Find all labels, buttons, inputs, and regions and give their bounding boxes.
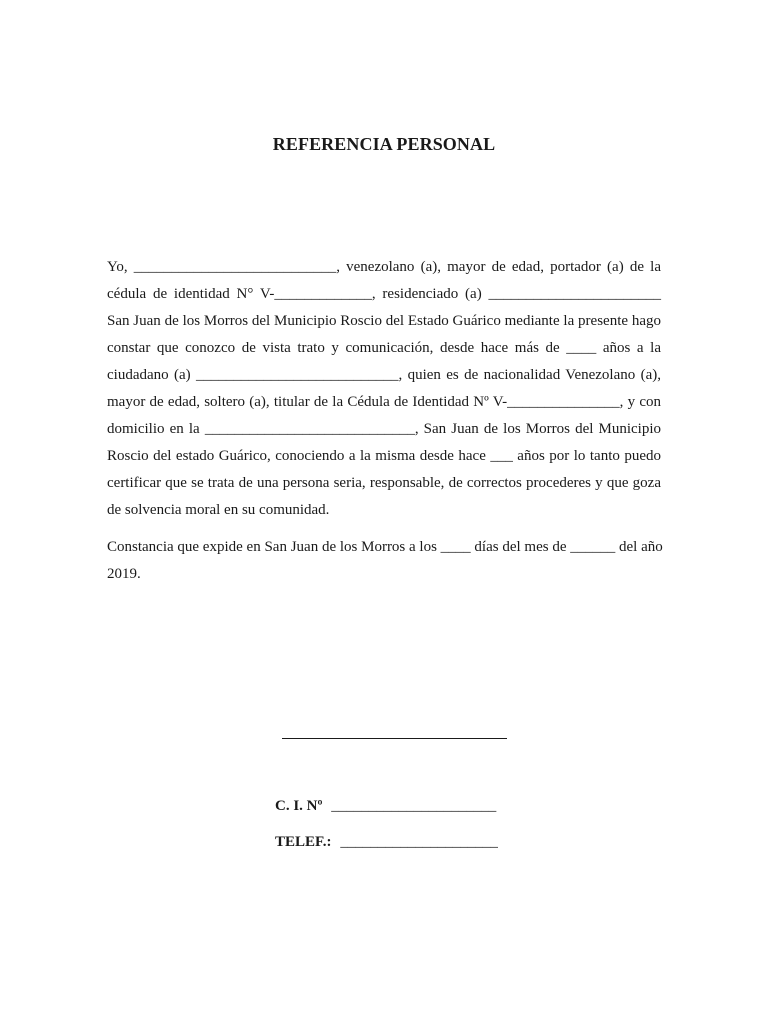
reference-paragraph [107,254,661,524]
document-title: REFERENCIA PERSONAL [272,134,496,154]
paragraph-line: 2019. [107,566,141,582]
paragraph-line: mayor de edad, soltero (a), titular de la Cédula de Identidad Nº V-_______________, y con [107,394,661,410]
paragraph-line: Yo, ___________________________, venezolano (a), mayor de edad, portador (a) de la [107,259,661,275]
ci-blank: ______________________ [331,798,497,814]
paragraph-line: San Juan de los Morros del Municipio Roscio del Estado Guárico mediante la presente hago [107,313,661,329]
ci-field [275,798,496,815]
signature-line [282,726,507,739]
ci-label: C. I. Nº [275,798,323,814]
telephone-label: TELEF.: [275,834,332,850]
telephone-blank: _____________________ [340,834,498,850]
paragraph-line: Roscio del estado Guárico, conociendo a la misma desde hace ___ años por lo tanto puedo [107,448,661,464]
paragraph-line: constar que conozco de vista trato y comunicación, desde hace más de ____ años a la [107,340,661,356]
issuance-paragraph [107,534,661,588]
paragraph-line: Constancia que expide en San Juan de los Morros a los ____ días del mes de ______ del año [107,539,663,555]
paragraph-line: domicilio en la ____________________________, San Juan de los Morros del Municipio [107,421,661,437]
paragraph-line: cédula de identidad N° V-_____________, residenciado (a) _______________________ [107,286,661,302]
paragraph-line: de solvencia moral en su comunidad. [107,502,330,518]
paragraph-line: ciudadano (a) ___________________________, quien es de nacionalidad Venezolano (a), [107,367,661,383]
paragraph-line: certificar que se trata de una persona seria, responsable, de correctos procederes y que goza [107,475,661,491]
telephone-field [275,834,498,851]
